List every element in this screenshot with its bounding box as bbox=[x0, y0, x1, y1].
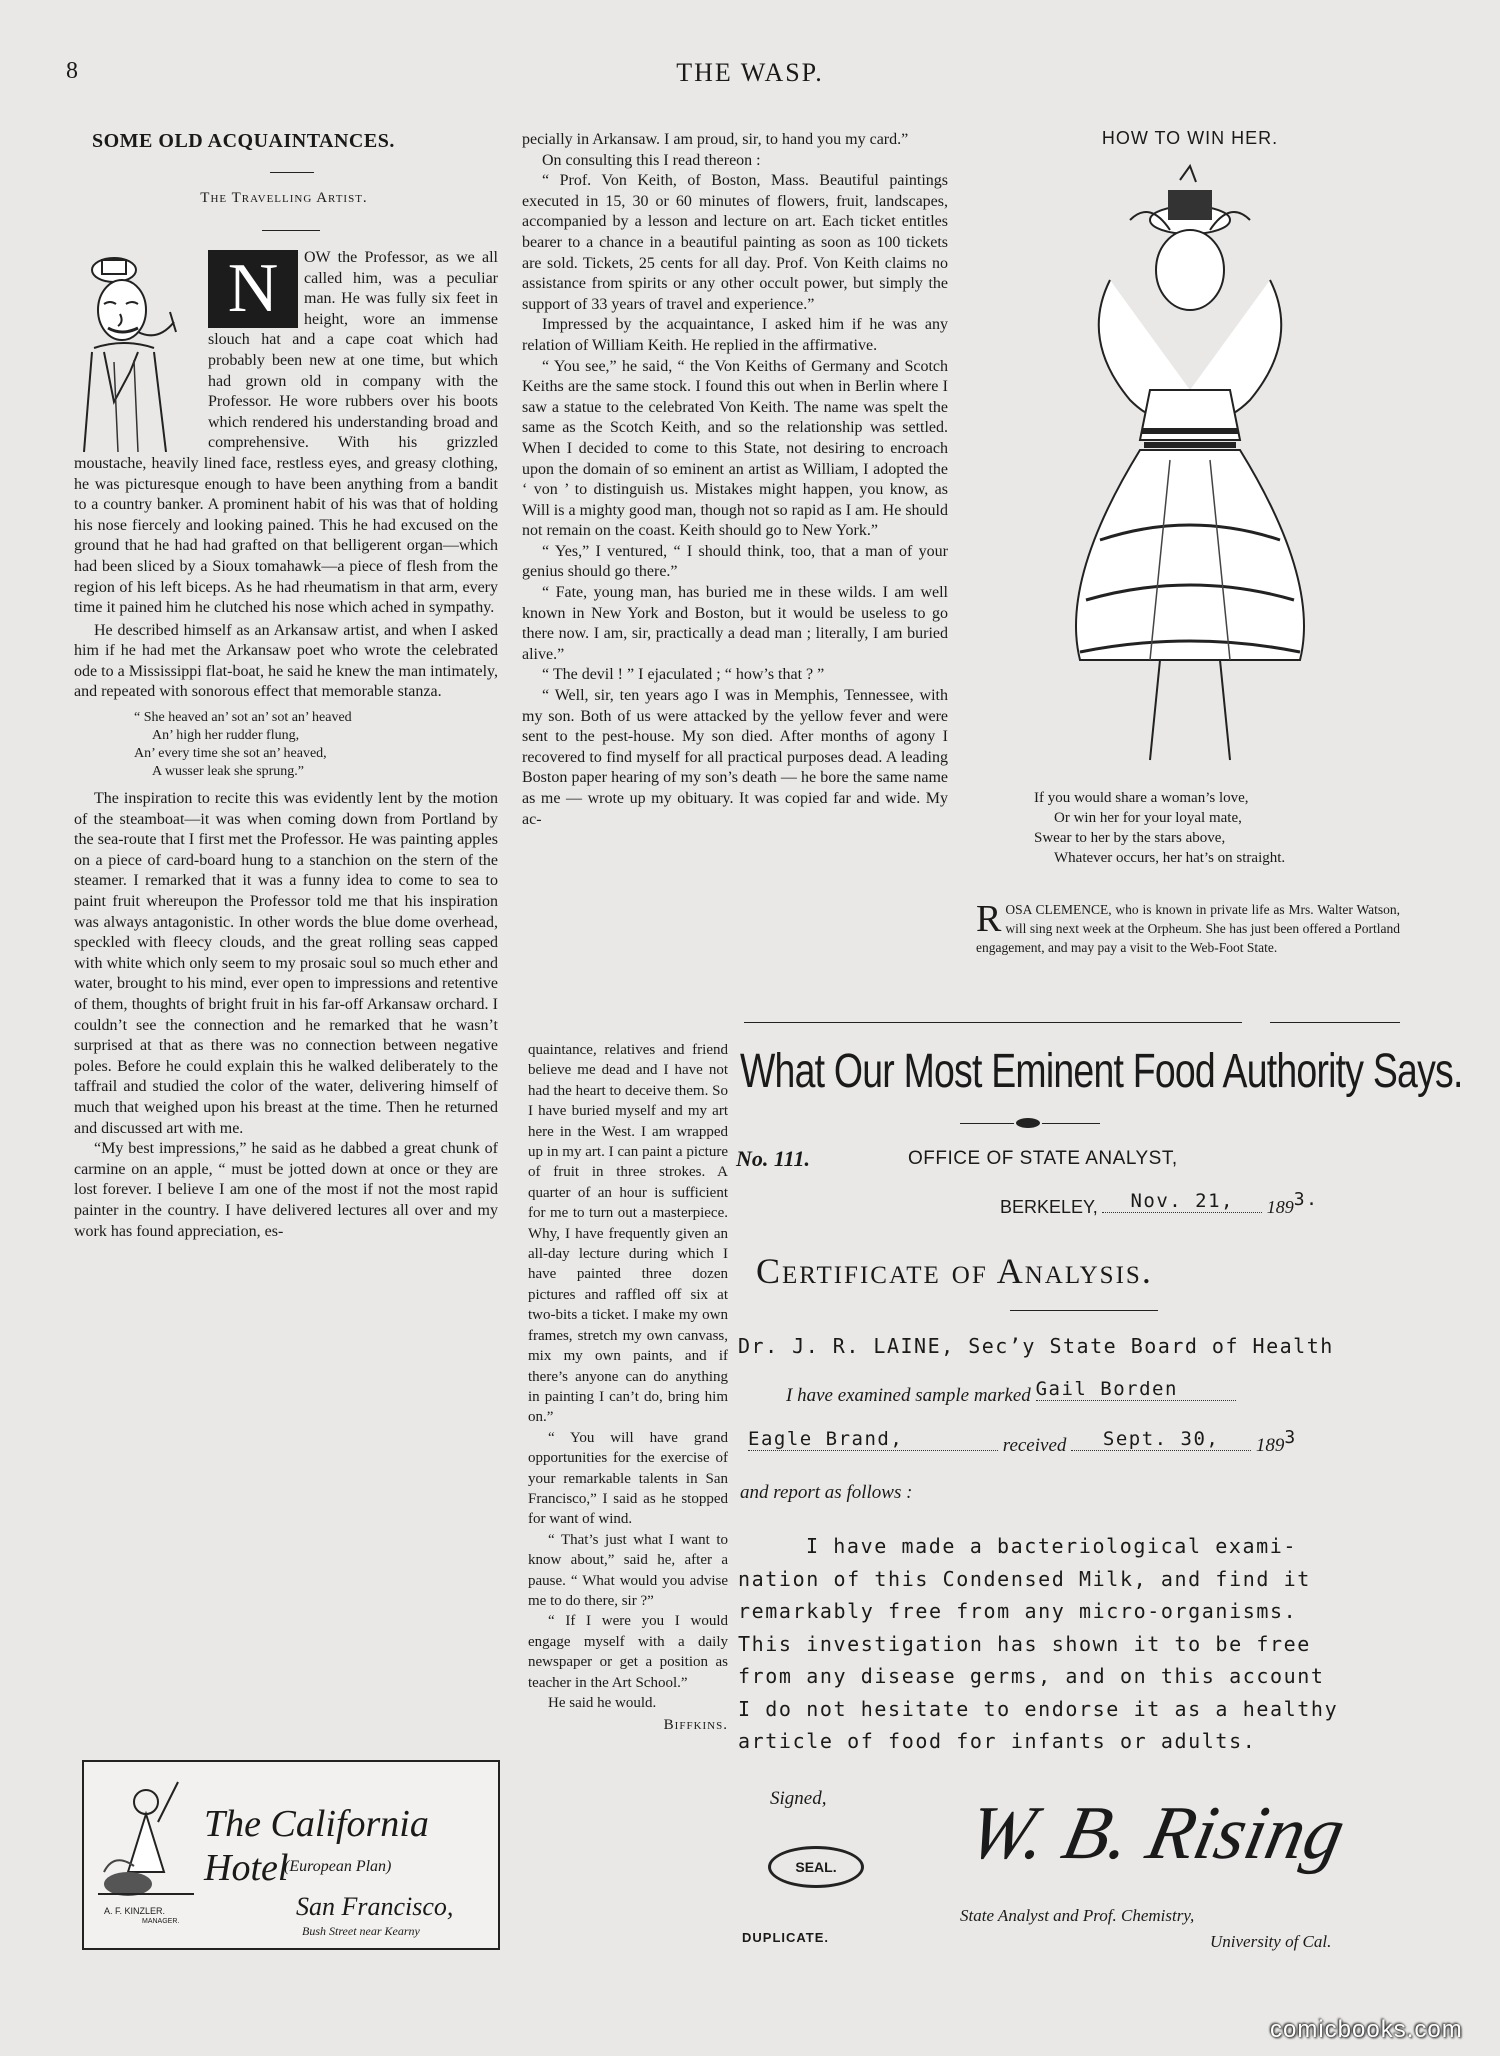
paragraph: He described himself as an Arkansaw artist, and when I asked him if he had met the Arkansaw poet who wrote the celebrated ode to a Mississippi flat-boat, he said he knew the man intimately, and repeated with sonorous effect that memorable stanza. bbox=[74, 621, 498, 701]
report-line: I do not hesitate to endorse it as a healthy bbox=[738, 1696, 1339, 1721]
report-text bbox=[738, 1530, 1398, 1758]
certificate-headline: What Our Most Eminent Food Authority Says. bbox=[740, 1045, 1463, 1098]
paragraph: “ Yes,” I ventured, “ I should think, too, that a man of your genius should go there.” bbox=[522, 542, 948, 581]
paragraph: “ You will have grand opportunities for the exercise of your remarkable talents in San Francisco,” I said as he stopped for want of wind. bbox=[528, 1429, 728, 1528]
poem-stanza bbox=[134, 709, 498, 781]
report-line: remarkably free from any micro-organisms. bbox=[738, 1599, 1298, 1623]
sample-line bbox=[786, 1378, 1346, 1407]
page-number: 8 bbox=[66, 58, 78, 84]
artist-illustration bbox=[74, 252, 204, 452]
place-date-line bbox=[1000, 1189, 1370, 1219]
verse-line: If you would share a woman’s love, bbox=[1034, 790, 1249, 806]
place: BERKELEY, bbox=[1000, 1197, 1098, 1217]
received-date: Sept. 30, bbox=[1071, 1428, 1251, 1451]
woman-hat-illustration-icon bbox=[1040, 160, 1340, 780]
verse-line: A wusser leak she sprung.” bbox=[152, 764, 305, 780]
paragraph: On consulting this I read thereon : bbox=[542, 151, 761, 169]
hotel-plan: (European Plan) bbox=[284, 1858, 392, 1875]
report-line: I have made a bacteriological exami- bbox=[806, 1534, 1298, 1558]
goddess-bear-emblem-icon bbox=[98, 1772, 194, 1902]
sample-brand: Eagle Brand, bbox=[748, 1428, 998, 1451]
divider bbox=[744, 1022, 1242, 1023]
cartoon-title: HOW TO WIN HER. bbox=[1101, 128, 1279, 148]
ornament-divider bbox=[960, 1118, 1100, 1130]
addressee: Dr. J. R. LAINE, Sec’y State Board of Health bbox=[738, 1334, 1334, 1358]
article-subhead: The Travelling Artist. bbox=[200, 190, 368, 206]
verse-line: Whatever occurs, her hat’s on straight. bbox=[1054, 850, 1286, 866]
certificate-number: No. 111. bbox=[736, 1146, 810, 1171]
manager-title: MANAGER. bbox=[142, 1918, 180, 1925]
hotel-name: The California Hotel bbox=[204, 1803, 429, 1889]
verse-line: Swear to her by the stars above, bbox=[1034, 830, 1226, 846]
analyst-signature: W. B. Rising bbox=[961, 1791, 1353, 1875]
rosa-clemence-notice bbox=[976, 900, 1400, 957]
received-year-prefix: 189 bbox=[1255, 1435, 1285, 1456]
article-headline: SOME OLD ACQUAINTANCES. bbox=[92, 130, 395, 152]
paragraph: “ That’s just what I want to know about,” said he, after a pause. “ What would you advise me to do there, sir ?” bbox=[528, 1531, 728, 1609]
verse-line: An’ every time she sot an’ heaved, bbox=[134, 746, 327, 762]
divider bbox=[1010, 1310, 1158, 1311]
received-line bbox=[748, 1427, 1368, 1457]
seal: SEAL. bbox=[768, 1846, 864, 1888]
paragraph: “ If I were you I would engage myself with a daily newspaper or get a position as teacher in the Art School.” bbox=[528, 1613, 728, 1691]
divider bbox=[270, 172, 314, 173]
masthead: THE WASP. bbox=[676, 58, 824, 87]
hotel-address: Bush Street near Kearny bbox=[302, 1924, 420, 1938]
report-line: from any disease germs, and on this account bbox=[738, 1664, 1325, 1688]
sample-name: Gail Borden bbox=[1036, 1378, 1236, 1401]
paragraph: pecially in Arkansaw. I am proud, sir, to hand you my card.” bbox=[522, 131, 909, 148]
paragraph: “ Fate, young man, has buried me in these wilds. I am well known in New York and Boston, but it would be useless to go there now. I am, sir, practically a dead man ; literally, I am buried alive.” bbox=[522, 584, 948, 663]
certificate-title: Certificate of Analysis. bbox=[756, 1251, 1153, 1291]
watermark: comicbooks.com bbox=[1270, 2016, 1463, 2043]
divider bbox=[262, 230, 320, 231]
report-label: and report as follows : bbox=[740, 1482, 913, 1503]
office-title: OFFICE OF STATE ANALYST, bbox=[908, 1148, 1178, 1169]
divider bbox=[1270, 1022, 1400, 1023]
examined-label: I have examined sample marked bbox=[786, 1385, 1031, 1406]
paragraph: He said he would. bbox=[548, 1695, 657, 1711]
signed-label: Signed, bbox=[770, 1788, 827, 1809]
article-column-2-narrow bbox=[528, 1040, 728, 1736]
paragraph: “ Well, sir, ten years ago I was in Memphis, Tennessee, with my son. Both of us were attacked by the yellow fever and were sent to the pest-house. My son died. After months of agony I recovered to find myself for all practical purposes dead. A leading Boston paper hearing of my son’s death — he bore the same name as me — wrote up my obituary. It was copied far and wide. My ac- bbox=[522, 687, 948, 828]
year-suffix: 3. bbox=[1293, 1189, 1319, 1210]
paragraph: The inspiration to recite this was evidently lent by the motion of the steamboat—it was when coming down from Portland by the sea-route that I first met the Professor. He was painting apples on a piece of card-board hung to a stanchion on the stern of the steamer. I remarked that it was a funny idea to come to sea to paint fruit whereupon the Professor told me that his inspiration was always antagonistic. In other words the blue dome overhead, speckled with fleecy clouds, and the great rolling seas capped with white which only seem to my prosaic soul so much ether and water, brought to his mind, ever open to impressions and retentive of them, thoughts of bright fruit in his far-off Arkansaw orchard. I couldn’t see the connection and he remarked that he wasn’t surprised at that as there was no connection between negative poles. Before he could explain this he walked deliberately to the taffrail and studied the color of the water, delivering himself of much that weighed upon his breast at the time. Then he returned and discussed art with me. bbox=[74, 790, 498, 1137]
report-line: This investigation has shown it to be free bbox=[738, 1631, 1311, 1656]
paragraph: “My best impressions,” he said as he dabbed a great chunk of carmine on an apple, “ must be jotted down at once or they are lost forever. I believe I am one of the most if not the most rapid painter in the country. I have delivered lectures all over and my work has found appreciation, es- bbox=[74, 1140, 498, 1240]
duplicate-mark: DUPLICATE. bbox=[742, 1930, 830, 1945]
verse-line: “ She heaved an’ sot an’ sot an’ heaved bbox=[134, 710, 352, 726]
article-signature: Biffkins. bbox=[663, 1717, 728, 1734]
drop-cap: N bbox=[208, 250, 298, 328]
paragraph: quaintance, relatives and friend believe me dead and I have not had the heart to deceive them. So I have buried myself and my art here in the West. I am wrapped up in my art. I can paint a picture of fruit in three strokes. A quarter of an hour is sufficient for me to turn out a masterpiece. Why, I have frequently given an all-day lecture during which I have painted three dozen pictures and raffled off six at two-bits a ticket. I make my own frames, stretch my own canvass, mix my own paints, and if there’s anyone can do anything in painting I can’t do, bring him on.” bbox=[528, 1042, 728, 1426]
manager-name: A. F. KINZLER. bbox=[104, 1906, 166, 1916]
verse-line: An’ high her rudder flung, bbox=[152, 728, 300, 744]
signer-title: State Analyst and Prof. Chemistry, bbox=[960, 1906, 1195, 1925]
hotel-advertisement bbox=[82, 1760, 500, 1950]
professor-sketch-icon bbox=[74, 252, 204, 452]
typed-date: Nov. 21, bbox=[1102, 1190, 1262, 1213]
drop-cap: R bbox=[976, 898, 1002, 940]
verse-line: Or win her for your loyal mate, bbox=[1054, 810, 1242, 826]
paragraph: “ Prof. Von Keith, of Boston, Mass. Beautiful paintings executed in 15, 30 or 60 minutes of flowers, fruit, landscapes, accompanied by a lesson and lecture on art. Each ticket entitles bearer to a chance in a beautiful painting as soon as 100 tickets are sold. Tickets, 25 cents for all day. Prof. Von Keith claims no assistance from spirits or any other occult power, but simply the support of 33 years of travel and experience.” bbox=[522, 172, 948, 313]
paragraph: Impressed by the acquaintance, I asked him if he was any relation of William Keith. He replied in the affirmative. bbox=[522, 316, 948, 354]
paragraph: OW the Professor, as we all called him, was a peculiar man. He was fully six feet in height, wore an immense slouch hat and a cape coat which had probably been new at one time, but which had grown old in company with the Professor. He wore rubbers over his boots which rendered his understanding broad and comprehensive. With his grizzled moustache, heavily lined face, restless eyes, and greasy clothing, he was picturesque enough to have been anything from a bandit to a country banker. A prominent habit of his was that of holding his nose fiercely and looking pained. This he had excused on the ground that he had had grafted on that belligerent organ—which had been sliced by a Sioux tomahawk—a piece of flesh from the region of his left biceps. As he had rheumatism in that arm, every time it pained him he clutched his nose which ached in sympathy. bbox=[74, 249, 498, 617]
notice-text: OSA CLEMENCE, who is known in private life as Mrs. Walter Watson, will sing next week at the Orpheum. She has just been offered a Portland engagement, and may pay a visit to the Web-Foot State. bbox=[976, 902, 1400, 955]
paragraph: “ You see,” he said, “ the Von Keiths of Germany and Scotch Keiths are the same stock. I found this out when in Berlin where I saw a statue to the celebrated Von Keith. The name was spelt the same as the Scotch Keith, and so the relationship was settled. When I decided to come to this State, not desiring to encroach upon the domain of so eminent an artist as William, I adopted the ‘ von ’ to distinguish us. Mistakes might happen, you know, as Will is a mighty good man, though not so rapid as I am. He should not remain on the coast. Keith should go to New York.” bbox=[522, 357, 948, 540]
report-line: nation of this Condensed Milk, and find it bbox=[738, 1566, 1311, 1591]
article-column-1 bbox=[74, 248, 498, 1242]
signer-university: University of Cal. bbox=[1210, 1932, 1332, 1951]
paragraph: “ The devil ! ” I ejaculated ; “ how’s that ? ” bbox=[542, 666, 825, 684]
cartoon-verse bbox=[1020, 788, 1420, 868]
received-year-suffix: 3 bbox=[1284, 1427, 1297, 1448]
received-label: received bbox=[1002, 1435, 1067, 1456]
year-prefix: 189 bbox=[1266, 1197, 1294, 1217]
article-column-2 bbox=[522, 130, 948, 830]
report-line: article of food for infants or adults. bbox=[738, 1729, 1257, 1753]
hotel-city: San Francisco, bbox=[296, 1892, 454, 1921]
